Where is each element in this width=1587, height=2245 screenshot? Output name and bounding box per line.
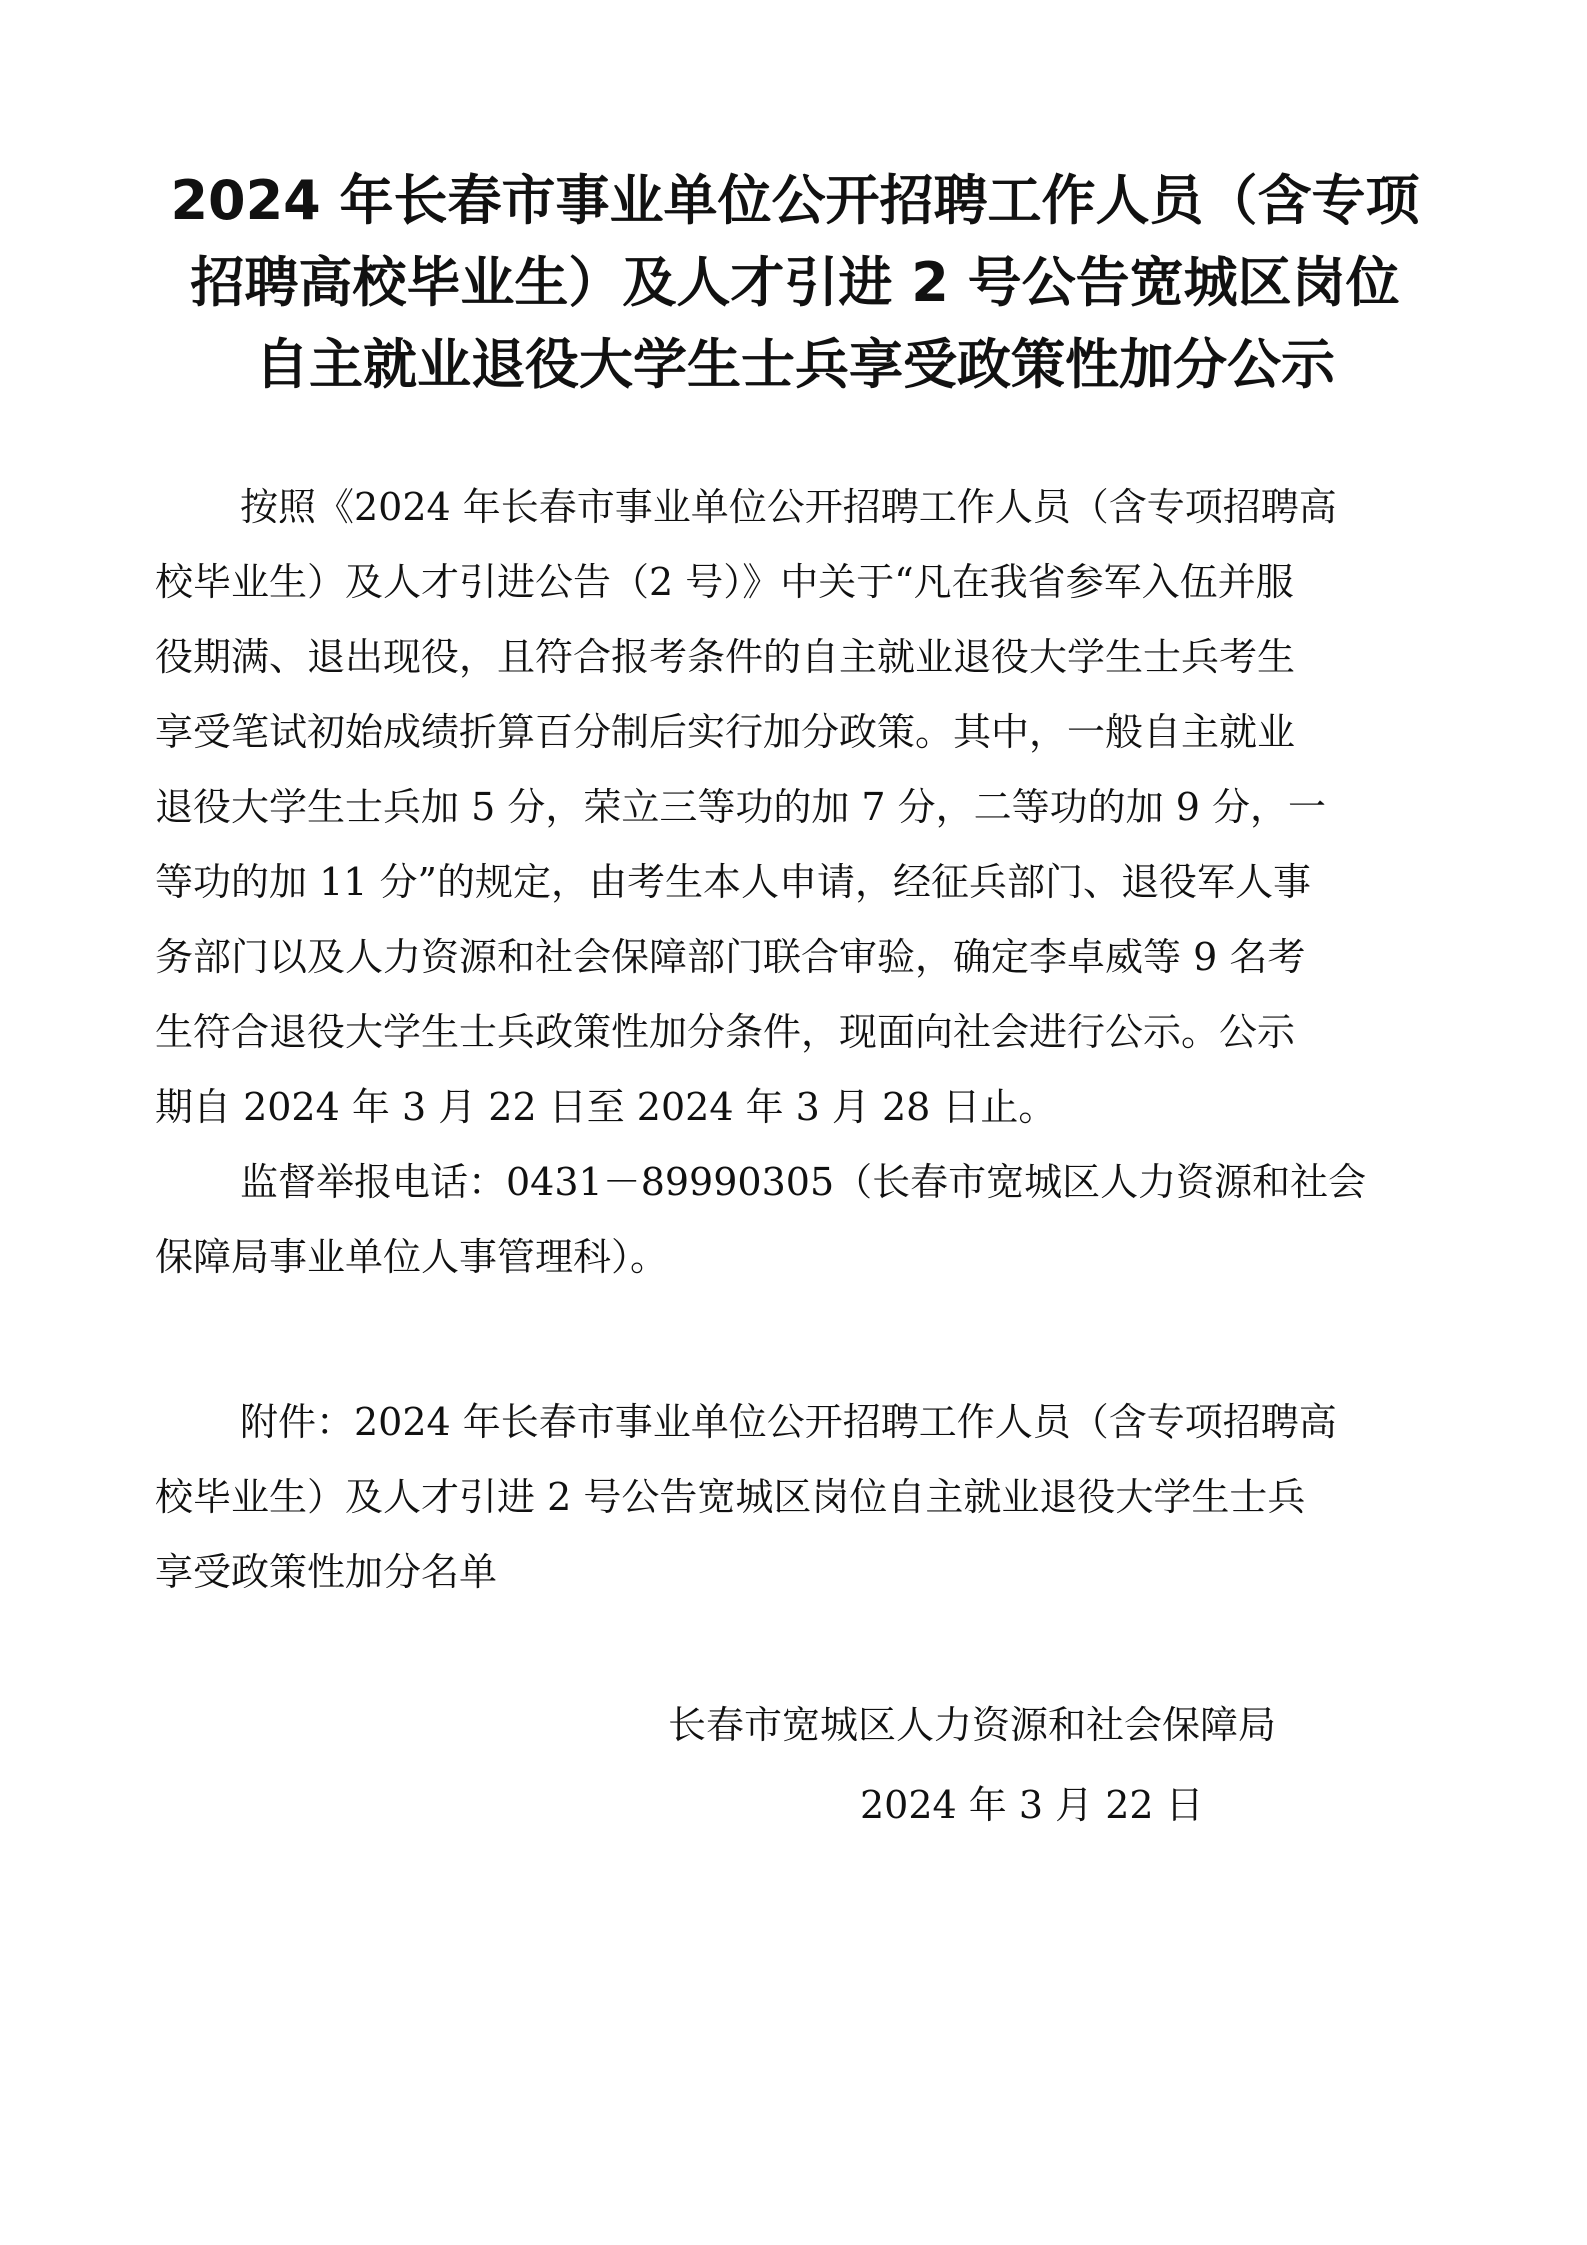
document-title: [150, 160, 1440, 406]
paragraph-line: 等功的加 11 分”的规定，由考生本人申请，经征兵部门、退役军人事: [155, 860, 1311, 904]
paragraph-line: 校毕业生）及人才引进 2 号公告宽城区岗位自主就业退役大学生士兵: [155, 1475, 1306, 1519]
paragraph-line: 生符合退役大学生士兵政策性加分条件，现面向社会进行公示。公示: [155, 1010, 1296, 1054]
paragraph-line: 监督举报电话：0431－89990305（长春市宽城区人力资源和社会: [240, 1160, 1367, 1204]
issue-date: 2024 年 3 月 22 日: [860, 1783, 1204, 1827]
paragraph-line: 享受政策性加分名单: [155, 1550, 498, 1594]
paragraph-line: 务部门以及人力资源和社会保障部门联合审验，确定李卓威等 9 名考: [155, 935, 1306, 979]
title-line: 2024 年长春市事业单位公开招聘工作人员（含专项: [170, 169, 1420, 232]
paragraph-line: 按照《2024 年长春市事业单位公开招聘工作人员（含专项招聘高: [240, 485, 1337, 529]
paragraph-line: 校毕业生）及人才引进公告（2 号）》中关于“凡在我省参军入伍并服: [155, 560, 1294, 604]
main-paragraph: [155, 470, 1440, 1145]
paragraph-line: 附件：2024 年长春市事业单位公开招聘工作人员（含专项招聘高: [240, 1400, 1337, 1444]
title-line: 招聘高校毕业生）及人才引进 2 号公告宽城区岗位: [190, 251, 1400, 314]
paragraph-line: 退役大学生士兵加 5 分，荣立三等功的加 7 分，二等功的加 9 分，一: [155, 785, 1327, 829]
hotline-paragraph: [155, 1145, 1440, 1295]
paragraph-line: 保障局事业单位人事管理科）。: [155, 1235, 669, 1279]
issuer-signature: 长春市宽城区人力资源和社会保障局: [668, 1703, 1277, 1747]
attachment-paragraph: [155, 1385, 1440, 1610]
title-line: 自主就业退役大学生士兵享受政策性加分公示: [255, 333, 1335, 396]
paragraph-line: 期自 2024 年 3 月 22 日至 2024 年 3 月 28 日止。: [155, 1085, 1057, 1129]
paragraph-line: 役期满、退出现役，且符合报考条件的自主就业退役大学生士兵考生: [155, 635, 1296, 679]
paragraph-line: 享受笔试初始成绩折算百分制后实行加分政策。其中，一般自主就业: [155, 710, 1296, 754]
